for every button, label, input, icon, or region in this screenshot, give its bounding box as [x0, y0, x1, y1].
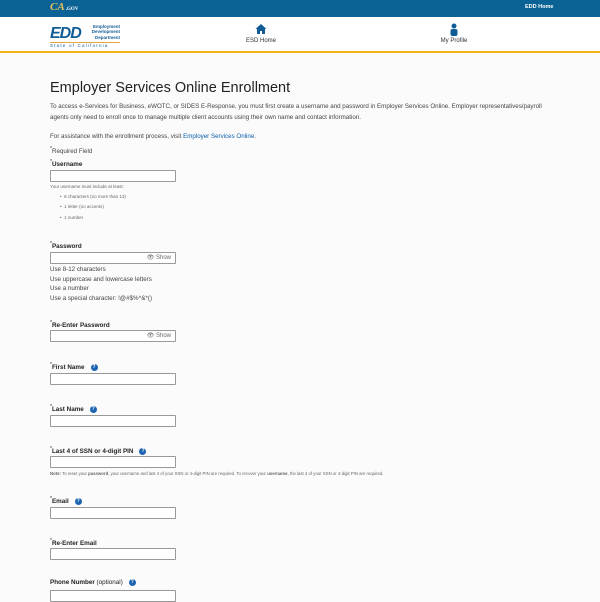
required-text: Required Field [52, 148, 93, 156]
help-icon[interactable]: ? [130, 579, 134, 585]
ssn-label: *Last 4 of SSN or 4-digit PIN ? [50, 446, 145, 456]
username-label: *Username [50, 159, 83, 169]
rule-text: 8 characters (no more than 13) [64, 194, 126, 199]
edd-logo-abbr: EDD [50, 25, 81, 42]
password-label-text: Password [51, 243, 82, 251]
assist-prefix: For assistance with the enrollment process, visit [50, 133, 184, 140]
last-name-label: *Last Name ? [50, 404, 95, 414]
password-rule: Use a number [50, 285, 89, 292]
password-rule: Use uppercase and lowercase letters [50, 275, 152, 283]
rule-text: 1 number [64, 215, 84, 220]
note-text: , the last 4 of your SSN or 4-digit PIN are required. [287, 471, 384, 476]
logo-line2: Development [91, 29, 120, 35]
username-help: Your username must include at least: [50, 184, 124, 189]
ca-gov-logo[interactable] [50, 1, 78, 13]
help-icon[interactable]: ? [91, 405, 95, 412]
home-icon [255, 23, 267, 36]
user-icon [448, 23, 460, 36]
reenter-email-input[interactable] [50, 548, 176, 560]
show-password-toggle[interactable] [147, 332, 171, 339]
edd-logo-dept [86, 24, 120, 40]
label-text: Re-Enter Password [51, 322, 110, 330]
label-text: Re-Enter Email [51, 540, 97, 548]
label-text: First Name [51, 364, 85, 372]
help-icon[interactable]: ? [92, 363, 96, 370]
password-input[interactable] [50, 252, 176, 264]
username-rule: • 8 characters (no more than 13) [60, 194, 126, 199]
optional-text: (optional) [96, 579, 123, 587]
password-rule: Use a special character: !@#$%^&*() [50, 294, 153, 302]
password-label: *Password [50, 241, 82, 251]
label-text: Email [51, 498, 69, 506]
eye-icon: 👁 [146, 255, 155, 261]
ssn-input[interactable] [50, 456, 176, 468]
note-bold: username [267, 471, 288, 476]
reenter-password-label: *Re-Enter Password [50, 320, 110, 330]
phone-label [50, 579, 136, 586]
reenter-password-input[interactable] [50, 330, 176, 342]
note-bold: password [88, 471, 109, 476]
password-rule: Use 8-12 characters [50, 266, 106, 273]
show-label: Show [155, 333, 171, 339]
logo-state: State of California [50, 42, 120, 48]
note-label: Note: [50, 471, 61, 476]
top-bar [0, 0, 600, 17]
email-label: *Email ? [50, 496, 80, 506]
ca-gov-logo-sub: .GOV [65, 7, 79, 12]
help-icon[interactable]: ? [141, 447, 145, 454]
last-name-input[interactable] [50, 415, 176, 427]
label-text: Phone Number [50, 579, 95, 587]
first-name-label: *First Name ? [50, 362, 96, 372]
assist-suffix: . [254, 133, 257, 140]
main-nav [0, 17, 600, 53]
assistance-text [50, 131, 256, 142]
ssn-note [50, 471, 384, 476]
employer-services-online-link[interactable]: Employer Services Online [183, 133, 255, 140]
username-rule: • 1 number [60, 215, 84, 220]
note-text: To reset your [60, 471, 89, 476]
edd-logo[interactable] [50, 23, 122, 49]
show-label: Show [155, 255, 171, 261]
username-input[interactable] [50, 170, 176, 182]
intro-text: To access e-Services for Business, eWOTC, or SIDES E-Response, you must first create a username and password in Employer Services Online. Employer representatives/payroll agents only need to enroll once to manage multiple client accounts using their own name and contact information. [50, 103, 542, 121]
nav-esd-home-label: ESD Home [245, 38, 276, 44]
edd-home-link[interactable]: EDD Home [525, 4, 554, 10]
note-text: , your username and last 4 of your SSN or 4-digit PIN are required. To recover your [108, 471, 268, 476]
nav-my-profile-label: My Profile [440, 38, 468, 44]
password-rules [50, 265, 152, 303]
page-title: Employer Services Online Enrollment [50, 80, 291, 96]
phone-input[interactable] [50, 590, 176, 602]
required-note: *Required Field [50, 146, 93, 156]
ca-gov-logo-text: CA [50, 1, 65, 13]
help-icon[interactable]: ? [76, 497, 80, 504]
first-name-input[interactable] [50, 373, 176, 385]
email-input[interactable] [50, 507, 176, 519]
logo-line3: Department [94, 34, 120, 40]
show-password-toggle[interactable] [147, 254, 171, 261]
nav-my-profile[interactable] [414, 23, 494, 44]
label-text: Last Name [51, 406, 84, 414]
nav-esd-home[interactable] [221, 23, 301, 44]
rule-text: 1 letter (no accents) [64, 204, 104, 209]
label-text: Last 4 of SSN or 4-digit PIN [51, 448, 134, 456]
username-label-text: Username [51, 161, 83, 169]
logo-line1: Employment [92, 24, 120, 29]
reenter-email-label: *Re-Enter Email [50, 538, 97, 548]
username-rule: • 1 letter (no accents) [60, 204, 104, 209]
eye-icon: 👁 [146, 333, 155, 339]
